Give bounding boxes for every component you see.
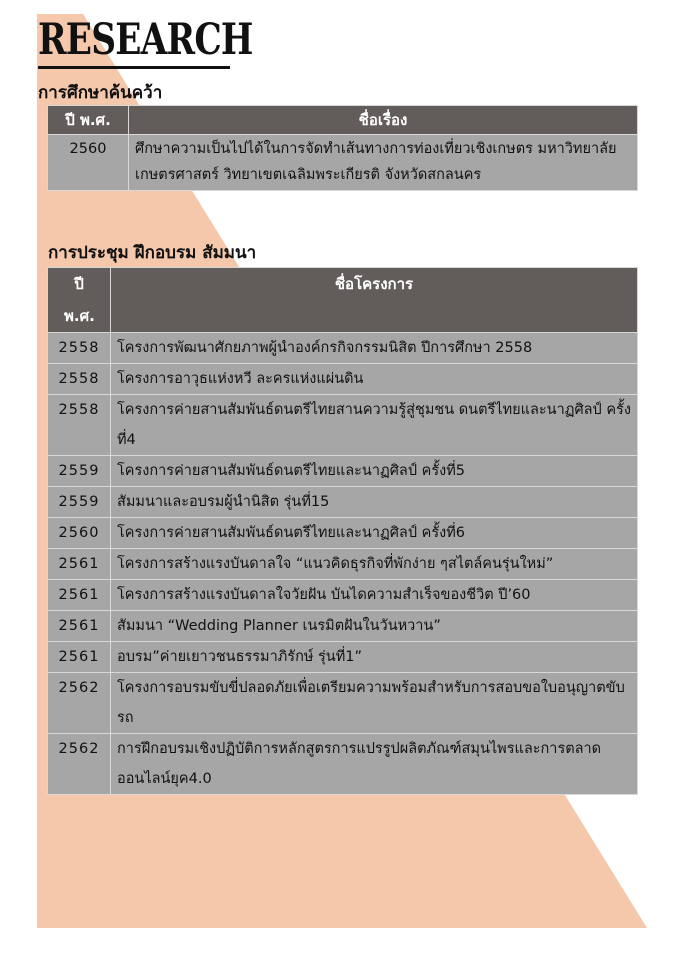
- table-row: [48, 135, 638, 191]
- table-row: [48, 642, 638, 673]
- row-year: 2562: [48, 673, 111, 734]
- row-year: 2559: [48, 487, 111, 518]
- table-row: [48, 487, 638, 518]
- table-row: [48, 611, 638, 642]
- table-row: [48, 364, 638, 395]
- row-year: 2560: [48, 518, 111, 549]
- column-header-title: ชื่อเรื่อง: [129, 106, 638, 135]
- row-year: 2561: [48, 611, 111, 642]
- row-title: โครงการค่ายสานสัมพันธ์ดนตรีไทยและนาฏศิลป์ ครั้งที่6: [111, 518, 638, 549]
- row-year: 2561: [48, 580, 111, 611]
- table-row: [48, 518, 638, 549]
- row-title: การฝึกอบรมเชิงปฏิบัติการหลักสูตรการแปรรูปผลิตภัณฑ์สมุนไพรและการตลาดออนไลน์ยุค4.0: [111, 734, 638, 795]
- row-title: โครงการอบรมขับขี่ปลอดภัยเพื่อเตรียมความพร้อมสำหรับการสอบขอใบอนุญาตขับรถ: [111, 673, 638, 734]
- table-row: [48, 734, 638, 795]
- page-title: RESEARCH: [38, 15, 253, 65]
- table-row: [48, 395, 638, 456]
- table-row: [48, 580, 638, 611]
- row-year: 2560: [48, 135, 129, 191]
- table-row: [48, 333, 638, 364]
- row-title: อบรม”ค่ายเยาวชนธรรมาภิรักษ์ รุ่นที่1”: [111, 642, 638, 673]
- row-title: สัมมนาและอบรมผู้นำนิสิต รุ่นที่15: [111, 487, 638, 518]
- column-header-year: ปี พ.ศ.: [48, 106, 129, 135]
- research-heading: การศึกษาค้นคว้า: [38, 83, 163, 103]
- title-underline: [38, 66, 230, 69]
- column-header-project: ชื่อโครงการ: [111, 268, 638, 333]
- research-table: [47, 105, 638, 191]
- training-heading: การประชุม ฝึกอบรม สัมมนา: [48, 243, 257, 263]
- row-title: โครงการสร้างแรงบันดาลใจวัยฝัน บันไดความสำเร็จของชีวิต ปี’60: [111, 580, 638, 611]
- row-year: 2558: [48, 333, 111, 364]
- table-row: [48, 456, 638, 487]
- row-year: 2559: [48, 456, 111, 487]
- table-row: [48, 673, 638, 734]
- table-header-row: [48, 268, 638, 333]
- row-year: 2561: [48, 549, 111, 580]
- row-title: สัมมนา “Wedding Planner เนรมิตฝันในวันหวาน”: [111, 611, 638, 642]
- row-year: 2558: [48, 364, 111, 395]
- column-header-year: [48, 268, 111, 333]
- row-title: โครงการอาวุธแห่งหวี ละครแห่งแผ่นดิน: [111, 364, 638, 395]
- training-table: [47, 267, 638, 795]
- column-header-year-text: ปี พ.ศ.: [64, 275, 95, 325]
- row-title: โครงการพัฒนาศักยภาพผู้นำองค์กรกิจกรรมนิสิต ปีการศึกษา 2558: [111, 333, 638, 364]
- row-title: โครงการสร้างแรงบันดาลใจ “แนวคิดธุรกิจที่พักง่าย ๆสไตล์คนรุ่นใหม่”: [111, 549, 638, 580]
- row-year: 2561: [48, 642, 111, 673]
- table-row: [48, 549, 638, 580]
- row-title: โครงการค่ายสานสัมพันธ์ดนตรีไทยสานความรู้สู่ชุมชน ดนตรีไทยและนาฏศิลป์ ครั้งที่4: [111, 395, 638, 456]
- row-title: โครงการค่ายสานสัมพันธ์ดนตรีไทยและนาฏศิลป์ ครั้งที่5: [111, 456, 638, 487]
- row-year: 2562: [48, 734, 111, 795]
- row-year: 2558: [48, 395, 111, 456]
- table-header-row: [48, 106, 638, 135]
- row-title: ศึกษาความเป็นไปได้ในการจัดทำเส้นทางการท่องเที่ยวเชิงเกษตร มหาวิทยาลัยเกษตรศาสตร์ วิทยาเขตเฉลิมพระเกียรติ จังหวัดสกลนคร: [129, 135, 638, 191]
